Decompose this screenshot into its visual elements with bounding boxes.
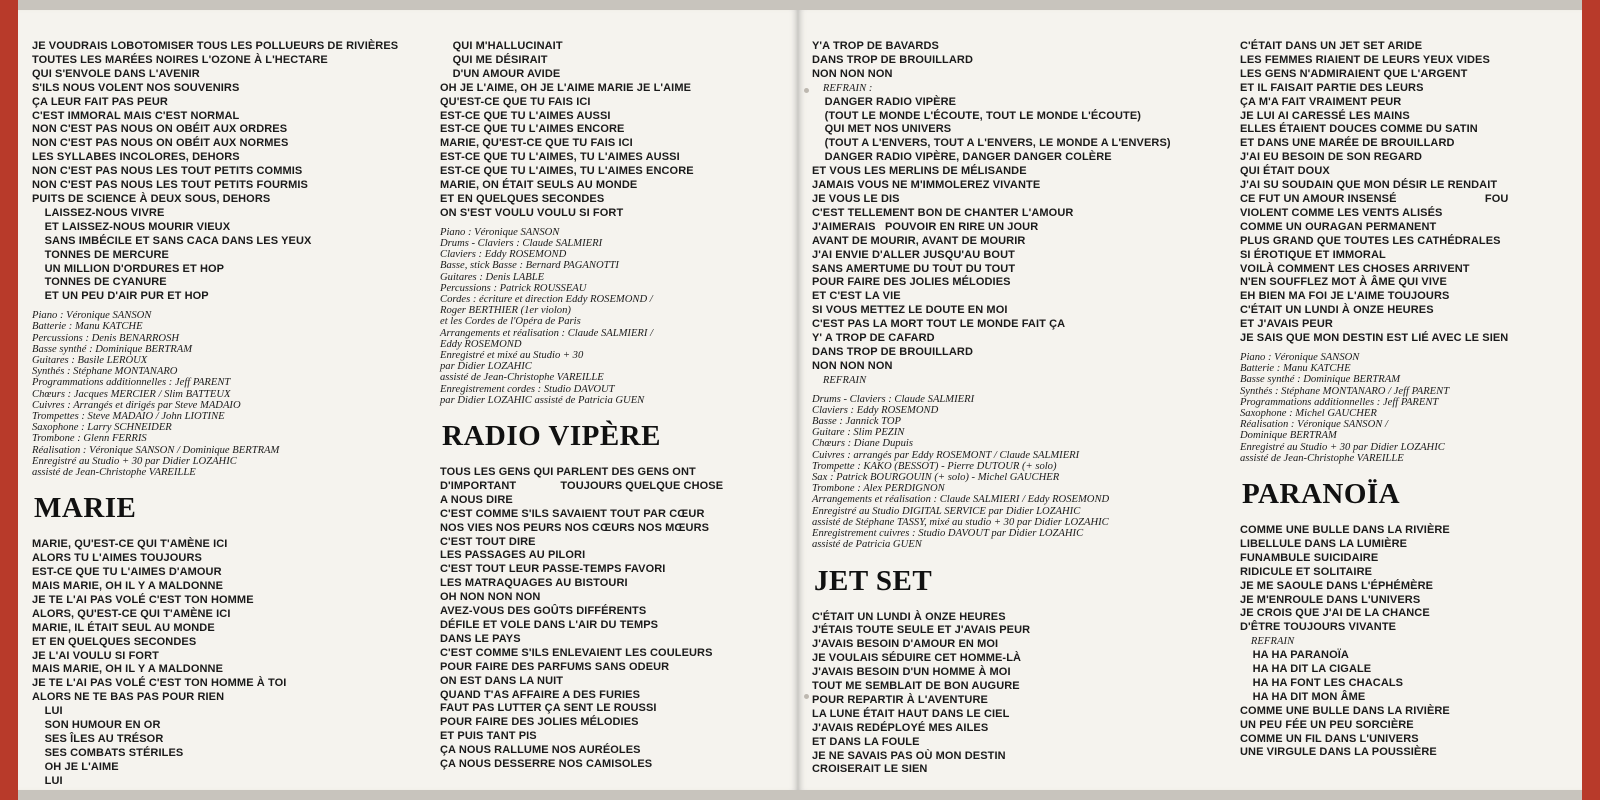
- lyric-line: LUI: [32, 705, 63, 718]
- lyric-line: JE TE L'AI PAS VOLÉ C'EST TON HOMME À TOI: [32, 677, 287, 690]
- lyric-line: J'AI EU BESOIN DE SON REGARD: [1240, 151, 1423, 164]
- lyric-line: C'EST TOUT LEUR PASSE-TEMPS FAVORI: [440, 563, 666, 576]
- credits-block: [1240, 352, 1576, 464]
- lyric-line: NON C'EST PAS NOUS LES TOUT PETITS COMMIS: [32, 165, 303, 178]
- left-edge-bar: [0, 0, 18, 800]
- lyric-line: COMME UN FIL DANS L'UNIVERS: [1240, 732, 1419, 745]
- lyric-line: C'EST IMMORAL MAIS C'EST NORMAL: [32, 109, 240, 122]
- lyric-line: NON C'EST PAS NOUS ON OBÉIT AUX ORDRES: [32, 123, 288, 136]
- lyric-line: N'EN SOUFFLEZ MOT À ÂME QUI VIVE: [1240, 276, 1447, 289]
- lyric-line: QUAND T'AS AFFAIRE A DES FURIES: [440, 688, 641, 701]
- lyric-line: ET DANS LA FOULE: [812, 735, 920, 748]
- lyric-line: SANS AMERTUME DU TOUT DU TOUT: [812, 262, 1016, 275]
- lyric-line: SANS IMBÉCILE ET SANS CACA DANS LES YEUX: [32, 234, 312, 247]
- credit-line: Guitares : Basile LEROUX: [32, 355, 148, 367]
- lyric-line: D'IMPORTANT TOUJOURS QUELQUE CHOSE: [440, 479, 724, 492]
- lyric-line: ALORS NE TE BAS PAS POUR RIEN: [32, 691, 225, 704]
- lyric-line: RIDICULE ET SOLITAIRE: [1240, 565, 1373, 578]
- left-page: [18, 10, 798, 790]
- lyric-line: HA HA FONT LES CHACALS: [1240, 676, 1404, 689]
- lyric-line: ET LAISSEZ-NOUS MOURIR VIEUX: [32, 220, 231, 233]
- lyric-line: J'AVAIS BESOIN D'UN HOMME À MOI: [812, 666, 1011, 679]
- credit-line: Claviers : Eddy ROSEMOND: [440, 249, 567, 261]
- lyric-line: SI VOUS METTEZ LE DOUTE EN MOI: [812, 304, 1008, 317]
- credit-line: assisté de Patricia GUEN: [812, 539, 922, 551]
- lyric-line: QU'EST-CE QUE TU FAIS ICI: [440, 95, 591, 108]
- credit-line: Cordes : écriture et direction Eddy ROSEMOND /: [440, 294, 653, 305]
- lyric-line: HA HA DIT MON ÂME: [1240, 690, 1366, 703]
- lyric-line: MARIE, ON ÉTAIT SEULS AU MONDE: [440, 179, 638, 192]
- lyric-line: QUI ÉTAIT DOUX: [1240, 165, 1330, 178]
- credit-line: Basse : Jannick TOP: [812, 416, 901, 428]
- lyric-line: HA HA DIT LA CIGALE: [1240, 663, 1372, 676]
- credit-line: Eddy ROSEMOND: [440, 338, 522, 350]
- credit-line: Trombone : Glenn FERRIS: [32, 433, 147, 445]
- credit-line: Batterie : Manu KATCHE: [1240, 363, 1351, 375]
- credit-line: Programmations additionnelles : Jeff PARENT: [1240, 396, 1439, 408]
- lyric-line: POUR FAIRE DES JOLIES MÉLODIES: [812, 276, 1011, 289]
- credit-line: Réalisation : Véronique SANSON /: [1240, 419, 1388, 431]
- credit-line: Drums - Claviers : Claude SALMIERI: [812, 393, 975, 405]
- lyric-line: A NOUS DIRE: [440, 493, 513, 506]
- credit-line: assisté de Jean-Christophe VAREILLE: [1240, 452, 1404, 464]
- credit-line: Basse synthé : Dominique BERTRAM: [1240, 374, 1401, 386]
- lyric-line: C'EST COMME S'ILS ENLEVAIENT LES COULEURS: [440, 646, 713, 659]
- lyric-line: J'AVAIS REDÉPLOYÉ MES AILES: [812, 721, 989, 734]
- lyric-line: FUNAMBULE SUICIDAIRE: [1240, 551, 1379, 564]
- lyric-line: LA LUNE ÉTAIT HAUT DANS LE CIEL: [812, 707, 1010, 720]
- credit-line: Cuivres : arrangés par Eddy ROSEMONT / Claude SALMIERI: [812, 449, 1080, 461]
- lyric-line: MARIE, QU'EST-CE QUI T'AMÈNE ICI: [32, 538, 228, 551]
- left-column-1: [32, 40, 452, 789]
- credit-line: Piano : Véronique SANSON: [1240, 351, 1360, 363]
- lyric-line: ÇA LEUR FAIT PAS PEUR: [32, 95, 168, 108]
- lyric-line: QUI ME DÉSIRAIT: [440, 53, 548, 66]
- credit-line: Percussions : Patrick ROUSSEAU: [440, 282, 587, 294]
- lyric-line: EST-CE QUE TU L'AIMES ENCORE: [440, 123, 625, 136]
- lyric-line: UN MILLION D'ORDURES ET HOP: [32, 262, 225, 275]
- credit-line: Batterie : Manu KATCHE: [32, 321, 143, 333]
- lyric-line: MARIE, IL ÉTAIT SEUL AU MONDE: [32, 621, 215, 634]
- lyric-line: ET IL FAISAIT PARTIE DES LEURS: [1240, 81, 1424, 94]
- credit-line: Piano : Véronique SANSON: [440, 226, 560, 238]
- lyric-line: C'EST TELLEMENT BON DE CHANTER L'AMOUR: [812, 206, 1074, 219]
- lyrics-block: [440, 40, 790, 221]
- staple-mark: [804, 694, 809, 699]
- lyric-line: VIOLENT COMME LES VENTS ALISÉS: [1240, 206, 1443, 219]
- lyric-line: COMME UNE BULLE DANS LA RIVIÈRE: [1240, 523, 1450, 536]
- lyric-line: JE VOUS LE DIS: [812, 192, 900, 205]
- lyric-line: AVANT DE MOURIR, AVANT DE MOURIR: [812, 234, 1026, 247]
- lyric-line: JE ME SAOULE DANS L'ÉPHÉMÈRE: [1240, 579, 1434, 592]
- credit-line: par Didier LOZAHIC assisté de Patricia GUEN: [440, 394, 645, 406]
- credit-line: Réalisation : Véronique SANSON / Dominique BERTRAM: [32, 444, 280, 456]
- credit-line: Trompette : KAKO (BESSOT) - Pierre DUTOUR (+ solo): [812, 460, 1057, 472]
- credit-line: assisté de Jean-Christophe VAREILLE: [440, 372, 604, 384]
- lyric-line: ON S'EST VOULU VOULU SI FORT: [440, 206, 624, 219]
- lyrics-block: [812, 611, 1242, 778]
- lyric-line: REFRAIN :: [812, 82, 873, 94]
- lyric-line: PLUS GRAND QUE TOUTES LES CATHÉDRALES: [1240, 234, 1501, 247]
- credit-line: Enregistré et mixé au Studio + 30: [440, 350, 584, 362]
- credit-line: assisté de Stéphane TASSY, mixé au studio + 30 par Didier LOZAHIC: [812, 516, 1109, 528]
- lyric-line: ALORS, QU'EST-CE QUI T'AMÈNE ICI: [32, 607, 231, 620]
- lyrics-block: [32, 40, 452, 304]
- lyric-line: LES MATRAQUAGES AU BISTOURI: [440, 577, 628, 590]
- lyric-line: NON NON NON: [812, 67, 893, 80]
- lyric-line: SES ÎLES AU TRÉSOR: [32, 732, 164, 745]
- lyric-line: D'ÊTRE TOUJOURS VIVANTE: [1240, 621, 1397, 634]
- lyric-line: ON EST DANS LA NUIT: [440, 674, 564, 687]
- lyric-line: MAIS MARIE, OH IL Y A MALDONNE: [32, 663, 224, 676]
- lyric-line: DANS LE PAYS: [440, 632, 521, 645]
- lyric-line: DANS TROP DE BROUILLARD: [812, 53, 973, 66]
- lyric-line: REFRAIN: [1240, 636, 1295, 648]
- lyric-line: S'ILS NOUS VOLENT NOS SOUVENIRS: [32, 81, 240, 94]
- song-title-paranoia: PARANOÏA: [1242, 477, 1401, 510]
- lyric-line: MARIE, QU'EST-CE QUE TU FAIS ICI: [440, 137, 633, 150]
- credit-line: Roger BERTHIER (1er violon): [440, 305, 571, 317]
- credits-block: [812, 394, 1242, 551]
- lyric-line: J'ÉTAIS TOUTE SEULE ET J'AVAIS PEUR: [812, 624, 1031, 637]
- lyric-line: HA HA PARANOÏA: [1240, 649, 1349, 662]
- credits-block: [32, 310, 452, 478]
- lyric-line: ÇA M'A FAIT VRAIMENT PEUR: [1240, 95, 1402, 108]
- credit-line: Guitares : Denis LABLE: [440, 271, 545, 283]
- lyric-line: ET J'AVAIS PEUR: [1240, 318, 1333, 331]
- lyric-line: EST-CE QUE TU L'AIMES D'AMOUR: [32, 566, 222, 579]
- credit-line: Enregistrement cordes : Studio DAVOUT: [440, 383, 615, 395]
- lyric-line: AVEZ-VOUS DES GOÛTS DIFFÉRENTS: [440, 605, 647, 618]
- lyric-line: Y' A TROP DE CAFARD: [812, 332, 935, 345]
- lyric-line: C'EST TOUT DIRE: [440, 535, 536, 548]
- lyric-line: NON C'EST PAS NOUS LES TOUT PETITS FOURMIS: [32, 179, 308, 192]
- credit-line: Synthés : Stéphane MONTANARO / Jeff PARENT: [1240, 385, 1450, 397]
- lyric-line: MAIS MARIE, OH IL Y A MALDONNE: [32, 579, 224, 592]
- lyric-line: CROISERAIT LE SIEN: [812, 763, 928, 776]
- credit-line: Piano : Véronique SANSON: [32, 310, 152, 322]
- lyric-line: QUI M'HALLUCINAIT: [440, 40, 563, 52]
- credit-line: Trompettes : Steve MADAIO / John LIOTINE: [32, 411, 225, 423]
- credit-line: Enregistré au Studio DIGITAL SERVICE par Didier LOZAHIC: [812, 505, 1081, 517]
- credit-line: Dominique BERTRAM: [1240, 430, 1337, 442]
- lyric-line: POUR FAIRE DES PARFUMS SANS ODEUR: [440, 660, 670, 673]
- lyric-line: TOUT ME SEMBLAIT DE BON AUGURE: [812, 680, 1020, 693]
- lyric-line: DANS TROP DE BROUILLARD: [812, 345, 973, 358]
- right-edge-bar: [1582, 0, 1600, 800]
- lyric-line: NON NON NON: [812, 359, 893, 372]
- lyric-line: (TOUT A L'ENVERS, TOUT A L'ENVERS, LE MONDE A L'ENVERS): [812, 137, 1171, 150]
- lyric-line: ET PUIS TANT PIS: [440, 730, 537, 743]
- credit-line: Basse synthé : Dominique BERTRAM: [32, 343, 193, 355]
- lyric-line: LAISSEZ-NOUS VIVRE: [32, 206, 165, 219]
- lyric-line: ET DANS UNE MARÉE DE BROUILLARD: [1240, 137, 1455, 150]
- lyric-line: JE SAIS QUE MON DESTIN EST LIÉ AVEC LE SIEN: [1240, 332, 1509, 345]
- song-title-marie: MARIE: [34, 492, 137, 525]
- credits-block: [440, 227, 790, 406]
- lyric-line: LES PASSAGES AU PILORI: [440, 549, 586, 562]
- lyric-line: REFRAIN: [812, 374, 867, 386]
- lyric-line: ET VOUS LES MERLINS DE MÉLISANDE: [812, 165, 1027, 178]
- lyric-line: C'EST PAS LA MORT TOUT LE MONDE FAIT ÇA: [812, 318, 1066, 331]
- credit-line: Arrangements et réalisation : Claude SALMIERI / Eddy ROSEMOND: [812, 494, 1110, 506]
- lyric-line: JE LUI AI CARESSÉ LES MAINS: [1240, 109, 1410, 122]
- credit-line: Enregistré au Studio + 30 par Didier LOZAHIC: [1240, 441, 1445, 453]
- right-column-1: [812, 40, 1242, 777]
- credit-line: Saxophone : Michel GAUCHER: [1240, 407, 1377, 419]
- lyric-line: EST-CE QUE TU L'AIMES, TU L'AIMES ENCORE: [440, 165, 694, 178]
- lyric-line: ET EN QUELQUES SECONDES: [440, 192, 605, 205]
- lyric-line: ELLES ÉTAIENT DOUCES COMME DU SATIN: [1240, 123, 1478, 136]
- credit-line: Arrangements et réalisation : Claude SALMIERI /: [440, 327, 654, 339]
- lyric-line: JE VOULAIS SÉDUIRE CET HOMME-LÀ: [812, 652, 1022, 665]
- lyric-line: ET UN PEU D'AIR PUR ET HOP: [32, 290, 209, 303]
- credit-line: Synthés : Stéphane MONTANARO: [32, 366, 178, 378]
- right-page: [798, 10, 1582, 790]
- lyrics-block: [812, 40, 1242, 388]
- credit-line: Drums - Claviers : Claude SALMIERI: [440, 237, 603, 249]
- lyric-line: DANGER RADIO VIPÈRE: [812, 95, 957, 108]
- lyric-line: JE TE L'AI PAS VOLÉ C'EST TON HOMME: [32, 593, 254, 606]
- lyric-line: EST-CE QUE TU L'AIMES AUSSI: [440, 109, 611, 122]
- credit-line: Trombone : Alex PERDIGNON: [812, 483, 945, 495]
- lyric-line: COMME UNE BULLE DANS LA RIVIÈRE: [1240, 704, 1450, 717]
- credit-line: Sax : Patrick BOURGOUIN (+ solo) - Michel GAUCHER: [812, 472, 1060, 484]
- lyrics-block: [1240, 524, 1576, 760]
- lyric-line: FAUT PAS LUTTER ÇA SENT LE ROUSSI: [440, 702, 657, 715]
- lyric-line: PUITS DE SCIENCE À DEUX SOUS, DEHORS: [32, 192, 271, 205]
- lyric-line: J'AI ENVIE D'ALLER JUSQU'AU BOUT: [812, 248, 1015, 261]
- lyric-line: Y'A TROP DE BAVARDS: [812, 40, 939, 52]
- lyric-line: QUI S'ENVOLE DANS L'AVENIR: [32, 67, 200, 80]
- right-column-2: [1240, 40, 1576, 760]
- lyric-line: D'UN AMOUR AVIDE: [440, 67, 561, 80]
- lyric-line: SI ÉROTIQUE ET IMMORAL: [1240, 248, 1386, 261]
- credit-line: assisté de Jean-Christophe VAREILLE: [32, 467, 196, 479]
- lyric-line: JE CROIS QUE J'AI DE LA CHANCE: [1240, 607, 1430, 620]
- lyric-line: NON C'EST PAS NOUS ON OBÉIT AUX NORMES: [32, 137, 289, 150]
- lyric-line: LIBELLULE DANS LA LUMIÈRE: [1240, 537, 1408, 550]
- lyric-line: OH NON NON NON: [440, 591, 541, 604]
- lyric-line: TONNES DE MERCURE: [32, 248, 169, 261]
- lyric-line: POUR FAIRE DES JOLIES MÉLODIES: [440, 716, 639, 729]
- lyric-line: TOUS LES GENS QUI PARLENT DES GENS ONT: [440, 466, 696, 479]
- lyric-line: SES COMBATS STÉRILES: [32, 746, 184, 759]
- song-title-radio-vipere: RADIO VIPÈRE: [442, 420, 661, 453]
- lyric-line: DANGER RADIO VIPÈRE, DANGER DANGER COLÈRE: [812, 151, 1112, 164]
- lyric-line: EH BIEN MA FOI JE L'AIME TOUJOURS: [1240, 290, 1450, 303]
- lyric-line: TOUTES LES MARÉES NOIRES L'OZONE À L'HECTARE: [32, 53, 328, 66]
- lyric-line: J'AI SU SOUDAIN QUE MON DÉSIR LE RENDAIT: [1240, 179, 1498, 192]
- lyric-line: ÇA NOUS RALLUME NOS AURÉOLES: [440, 744, 641, 757]
- lyric-line: OH JE L'AIME: [32, 760, 119, 773]
- lyric-line: CE FUT UN AMOUR INSENSÉ FOU: [1240, 192, 1509, 205]
- lyric-line: ET EN QUELQUES SECONDES: [32, 635, 197, 648]
- lyric-line: LES FEMMES RIAIENT DE LEURS YEUX VIDES: [1240, 53, 1490, 66]
- credit-line: Chœurs : Diane Dupuis: [812, 438, 913, 450]
- lyric-line: JE M'ENROULE DANS L'UNIVERS: [1240, 593, 1421, 606]
- lyric-line: C'ÉTAIT UN LUNDI À ONZE HEURES: [1240, 304, 1434, 317]
- lyric-line: C'EST COMME S'ILS SAVAIENT TOUT PAR CŒUR: [440, 507, 705, 520]
- song-title-jet-set: JET SET: [814, 564, 933, 597]
- lyric-line: LES SYLLABES INCOLORES, DEHORS: [32, 151, 240, 164]
- left-column-2: [440, 40, 790, 772]
- credit-line: Basse, stick Basse : Bernard PAGANOTTI: [440, 260, 619, 272]
- lyric-line: ÇA NOUS DESSERRE NOS CAMISOLES: [440, 758, 653, 771]
- lyric-line: OH JE L'AIME, OH JE L'AIME MARIE JE L'AIME: [440, 81, 692, 94]
- credit-line: Chœurs : Jacques MERCIER / Slim BATTEUX: [32, 388, 231, 400]
- lyric-line: C'ÉTAIT DANS UN JET SET ARIDE: [1240, 40, 1423, 52]
- lyrics-block: [1240, 40, 1576, 346]
- lyric-line: ALORS TU L'AIMES TOUJOURS: [32, 552, 202, 565]
- lyric-line: UN PEU FÉE UN PEU SORCIÈRE: [1240, 718, 1414, 731]
- credit-line: par Didier LOZAHIC: [440, 361, 532, 373]
- lyric-line: TONNES DE CYANURE: [32, 276, 167, 289]
- lyric-line: POUR REPARTIR À L'AVENTURE: [812, 693, 988, 706]
- lyric-line: UNE VIRGULE DANS LA POUSSIÈRE: [1240, 746, 1437, 759]
- lyric-line: J'AVAIS BESOIN D'AMOUR EN MOI: [812, 638, 999, 651]
- lyric-line: DÉFILE ET VOLE DANS L'AIR DU TEMPS: [440, 619, 659, 631]
- lyrics-block: [440, 466, 790, 772]
- lyric-line: JAMAIS VOUS NE M'IMMOLEREZ VIVANTE: [812, 179, 1041, 192]
- credit-line: Enregistrement cuivres : Studio DAVOUT par Didier LOZAHIC: [812, 528, 1084, 540]
- lyric-line: VOILÀ COMMENT LES CHOSES ARRIVENT: [1240, 262, 1470, 275]
- credit-line: Enregistré au Studio + 30 par Didier LOZAHIC: [32, 455, 237, 467]
- lyric-line: J'AIMERAIS POUVOIR EN RIRE UN JOUR: [812, 220, 1039, 233]
- credit-line: Cuivres : Arrangés et dirigés par Steve MADAIO: [32, 399, 241, 411]
- lyric-line: NOS VIES NOS PEURS NOS CŒURS NOS MŒURS: [440, 521, 710, 534]
- lyric-line: EST-CE QUE TU L'AIMES, TU L'AIMES AUSSI: [440, 151, 680, 164]
- lyric-line: (TOUT LE MONDE L'ÉCOUTE, TOUT LE MONDE L'ÉCOUTE): [812, 109, 1142, 122]
- lyrics-block: [32, 538, 452, 788]
- lyric-line: JE L'AI VOULU SI FORT: [32, 649, 159, 662]
- lyric-line: QUI MET NOS UNIVERS: [812, 123, 952, 136]
- lyric-line: C'ÉTAIT UN LUNDI À ONZE HEURES: [812, 610, 1006, 623]
- lyric-line: SON HUMOUR EN OR: [32, 719, 161, 732]
- lyric-line: LES GENS N'ADMIRAIENT QUE L'ARGENT: [1240, 67, 1468, 80]
- credit-line: Percussions : Denis BENARROSH: [32, 332, 180, 344]
- staple-mark: [804, 88, 809, 93]
- lyric-line: ET C'EST LA VIE: [812, 290, 901, 303]
- credit-line: Programmations additionnelles : Jeff PARENT: [32, 377, 231, 389]
- credit-line: et les Cordes de l'Opéra de Paris: [440, 316, 581, 328]
- credit-line: Saxophone : Larry SCHNEIDER: [32, 422, 172, 434]
- lyric-line: JE VOUDRAIS LOBOTOMISER TOUS LES POLLUEURS DE RIVIÈRES: [32, 40, 399, 52]
- credit-line: Claviers : Eddy ROSEMOND: [812, 404, 939, 416]
- lyric-line: COMME UN OURAGAN PERMANENT: [1240, 220, 1437, 233]
- credit-line: Guitare : Slim PEZIN: [812, 427, 905, 439]
- lyric-line: JE NE SAVAIS PAS OÙ MON DESTIN: [812, 749, 1006, 762]
- lyric-line: LUI: [32, 774, 63, 787]
